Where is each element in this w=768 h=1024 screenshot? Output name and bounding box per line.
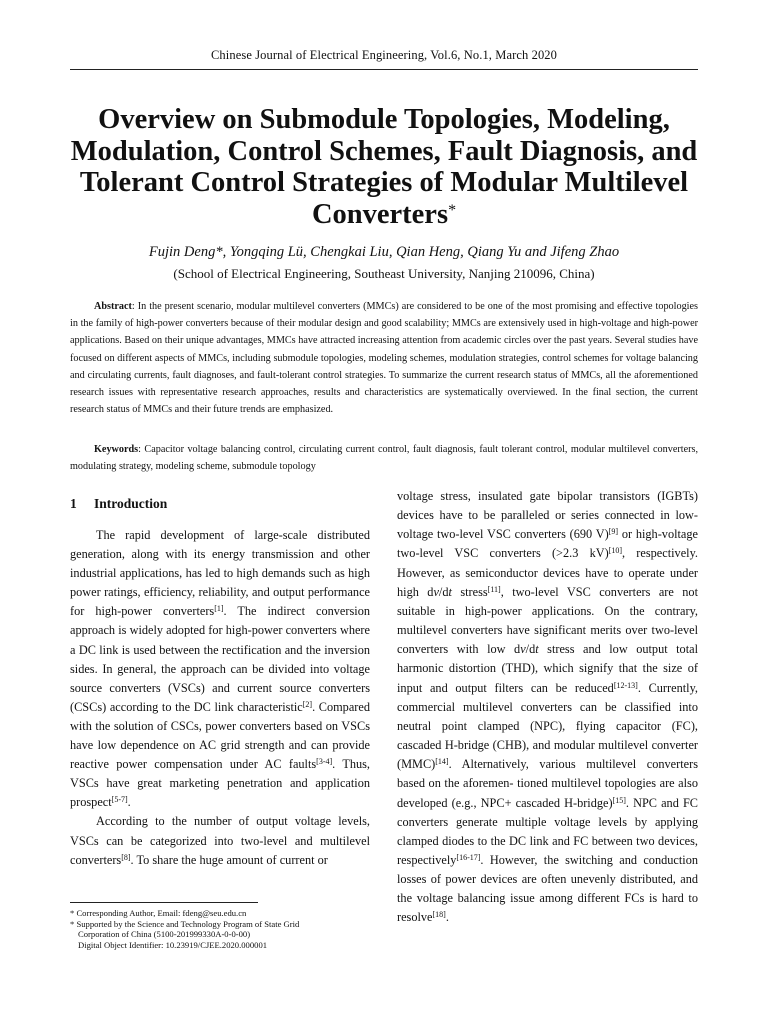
math-symbol: t — [448, 584, 452, 599]
section-title: Introduction — [94, 496, 168, 511]
text-run: . NPC and FC converters generate multiple voltage levels by applying clamped diodes to the DC link and FC between two devices, respectively — [397, 795, 699, 867]
abstract — [70, 298, 698, 418]
citation: [16-17] — [456, 852, 481, 862]
text-run: . Currently, commercial multilevel converters can be classified into neutral point clamped (NPC), flying capacitor (FC), cascaded H-bridge (CHB), and modular multilevel converter (MMC) — [397, 680, 698, 772]
citation: [12-13] — [613, 680, 638, 690]
body-paragraph-3 — [397, 487, 698, 928]
text-run: . Compared with the solution of CSCs, power converters based on VSCs have low dependence on AC grid strength and can provide reactive power compensation under AC faults — [70, 699, 370, 772]
footnote-rule — [70, 902, 258, 903]
keywords-text: : Capacitor voltage balancing control, circulating current control, fault diagnosis, fault tolerant control, modular multilevel converters, modulating strategy, modeling scheme, submodule topology — [70, 444, 698, 473]
text-run: The rapid development of large-scale distributed generation, along with its energy transmission and other industrial applications, has led to high demands such as high power ratings, efficiency, reliability, and output performance for high-power converters — [70, 528, 370, 619]
text-run: . Alternatively, various multilevel converters based on the aforemen- tioned multilevel topologies are also developed (e.g., NPC+ cascaded H-bridge) — [397, 757, 698, 810]
text-run: voltage stress, insulated gate bipolar transistors (IGBTs) devices have to be paralleled or series connected in low-voltage two-level VSC converters (690 V) — [397, 489, 698, 542]
citation: [3-4] — [316, 757, 333, 767]
keywords — [70, 441, 698, 475]
math-symbol: v — [520, 642, 526, 657]
abstract-label: Abstract — [94, 301, 132, 312]
right-column — [397, 487, 698, 928]
author-list: Fujin Deng*, Yongqing Lü, Chengkai Liu, Qian Heng, Qiang Yu and Jifeng Zhao — [148, 244, 620, 260]
text-run: /d — [438, 584, 449, 599]
keywords-label: Keywords — [94, 444, 139, 455]
citation: [2] — [302, 699, 313, 709]
affiliation: (School of Electrical Engineering, Southeast University, Nanjing 210096, China) — [173, 266, 595, 281]
citation: [5-7] — [111, 795, 128, 805]
citation: [14] — [435, 757, 449, 767]
citation: [9] — [608, 527, 619, 537]
text-run: , two-level VSC converters are not suitable in high-power applications. On the contrary, multilevel converters have significant merits over two-level converters with low d — [397, 584, 698, 657]
title-text: Overview on Submodule Topologies, Modeling, Modulation, Control Schemes, Fault Diagnosis, and Tolerant Control Strategies of Modular Multilevel Converters — [70, 104, 698, 230]
text-run: stress — [451, 584, 488, 599]
text-run: or high-voltage two-level VSC converters (>2.3 kV) — [397, 527, 698, 561]
text-run: . — [445, 910, 449, 925]
text-run: . To share the huge amount of current or — [130, 852, 328, 867]
abstract-text: : In the present scenario, modular multilevel converters (MMCs) are considered to be one of the most promising and effective topologies in the family of high-power converters because of their modular design and good scalability; MMCs are extensively used in high-voltage and high-power applications. Based on their unique advantages, MMCs have attracted increasing attention from academic circles over the past years. Several studies have focused on different aspects of MMCs, including submodule topologies, modeling schemes, modulation strategies, control schemes for voltage balancing and circulating currents, fault diagnoses, and fault-tolerant control strategies. To summarize the current research status of MMCs, all the aforementioned research issues with representative research approaches, results and characteristics are systematically overviewed. In the final section, the current research status of MMCs and their future trends are emphasized. — [70, 301, 698, 416]
section-number: 1 — [70, 496, 77, 511]
citation: [10] — [608, 546, 623, 556]
citation: [18] — [432, 910, 446, 920]
running-head: Chinese Journal of Electrical Engineering, Vol.6, No.1, March 2020 — [211, 48, 557, 62]
text-run: . — [127, 795, 131, 810]
body-paragraph-1 — [70, 526, 370, 812]
text-run: . However, the switching and conduction losses of power devices are often unevenly distributed, and the voltage balancing issue among different FCs is hard to resolve — [397, 852, 698, 925]
footnote-doi: Digital Object Identifier: 10.23919/CJEE.2020.000001 — [78, 939, 268, 950]
title-footnote-mark: * — [448, 201, 457, 219]
citation: [1] — [214, 604, 224, 614]
header-rule — [70, 69, 698, 70]
footnote-corresponding: * Corresponding Author, Email: fdeng@seu.edu.cn — [70, 908, 247, 918]
text-run: According to the number of output voltage levels, VSCs can be categorized into two-level and multilevel converters — [70, 814, 370, 867]
body-paragraph-2 — [70, 812, 370, 869]
math-symbol: v — [433, 584, 439, 599]
citation: [11] — [487, 584, 501, 594]
math-symbol: t — [535, 642, 539, 657]
text-run: . The indirect conversion approach is widely adopted for high-power converters where a DC link is used between the rectification and the inversion sides. In general, the approach can be divided into voltage source converters (VSCs) and current source converters (CSCs) according to the DC link characteristic — [70, 604, 370, 714]
citation: [8] — [121, 852, 131, 862]
text-run: , respectively. However, as semiconductor devices have to operate under high d — [397, 546, 698, 599]
footnote-funding-cont: Corporation of China (5100-201999330A-0-0-00) — [78, 929, 251, 940]
section-heading — [70, 496, 167, 512]
footnotes — [70, 908, 370, 950]
citation: [15] — [612, 795, 626, 805]
footnote-funding: * Supported by the Science and Technology Program of State Grid — [70, 918, 300, 929]
left-column — [70, 526, 370, 870]
article-title — [40, 104, 728, 230]
text-run: stress and low output total harmonic distortion (THD), which signify that the size of input and output filters can be reduced — [397, 642, 698, 695]
text-run: . Thus, VSCs have great marketing penetration and application prospect — [70, 757, 370, 810]
text-run: /d — [525, 642, 536, 657]
